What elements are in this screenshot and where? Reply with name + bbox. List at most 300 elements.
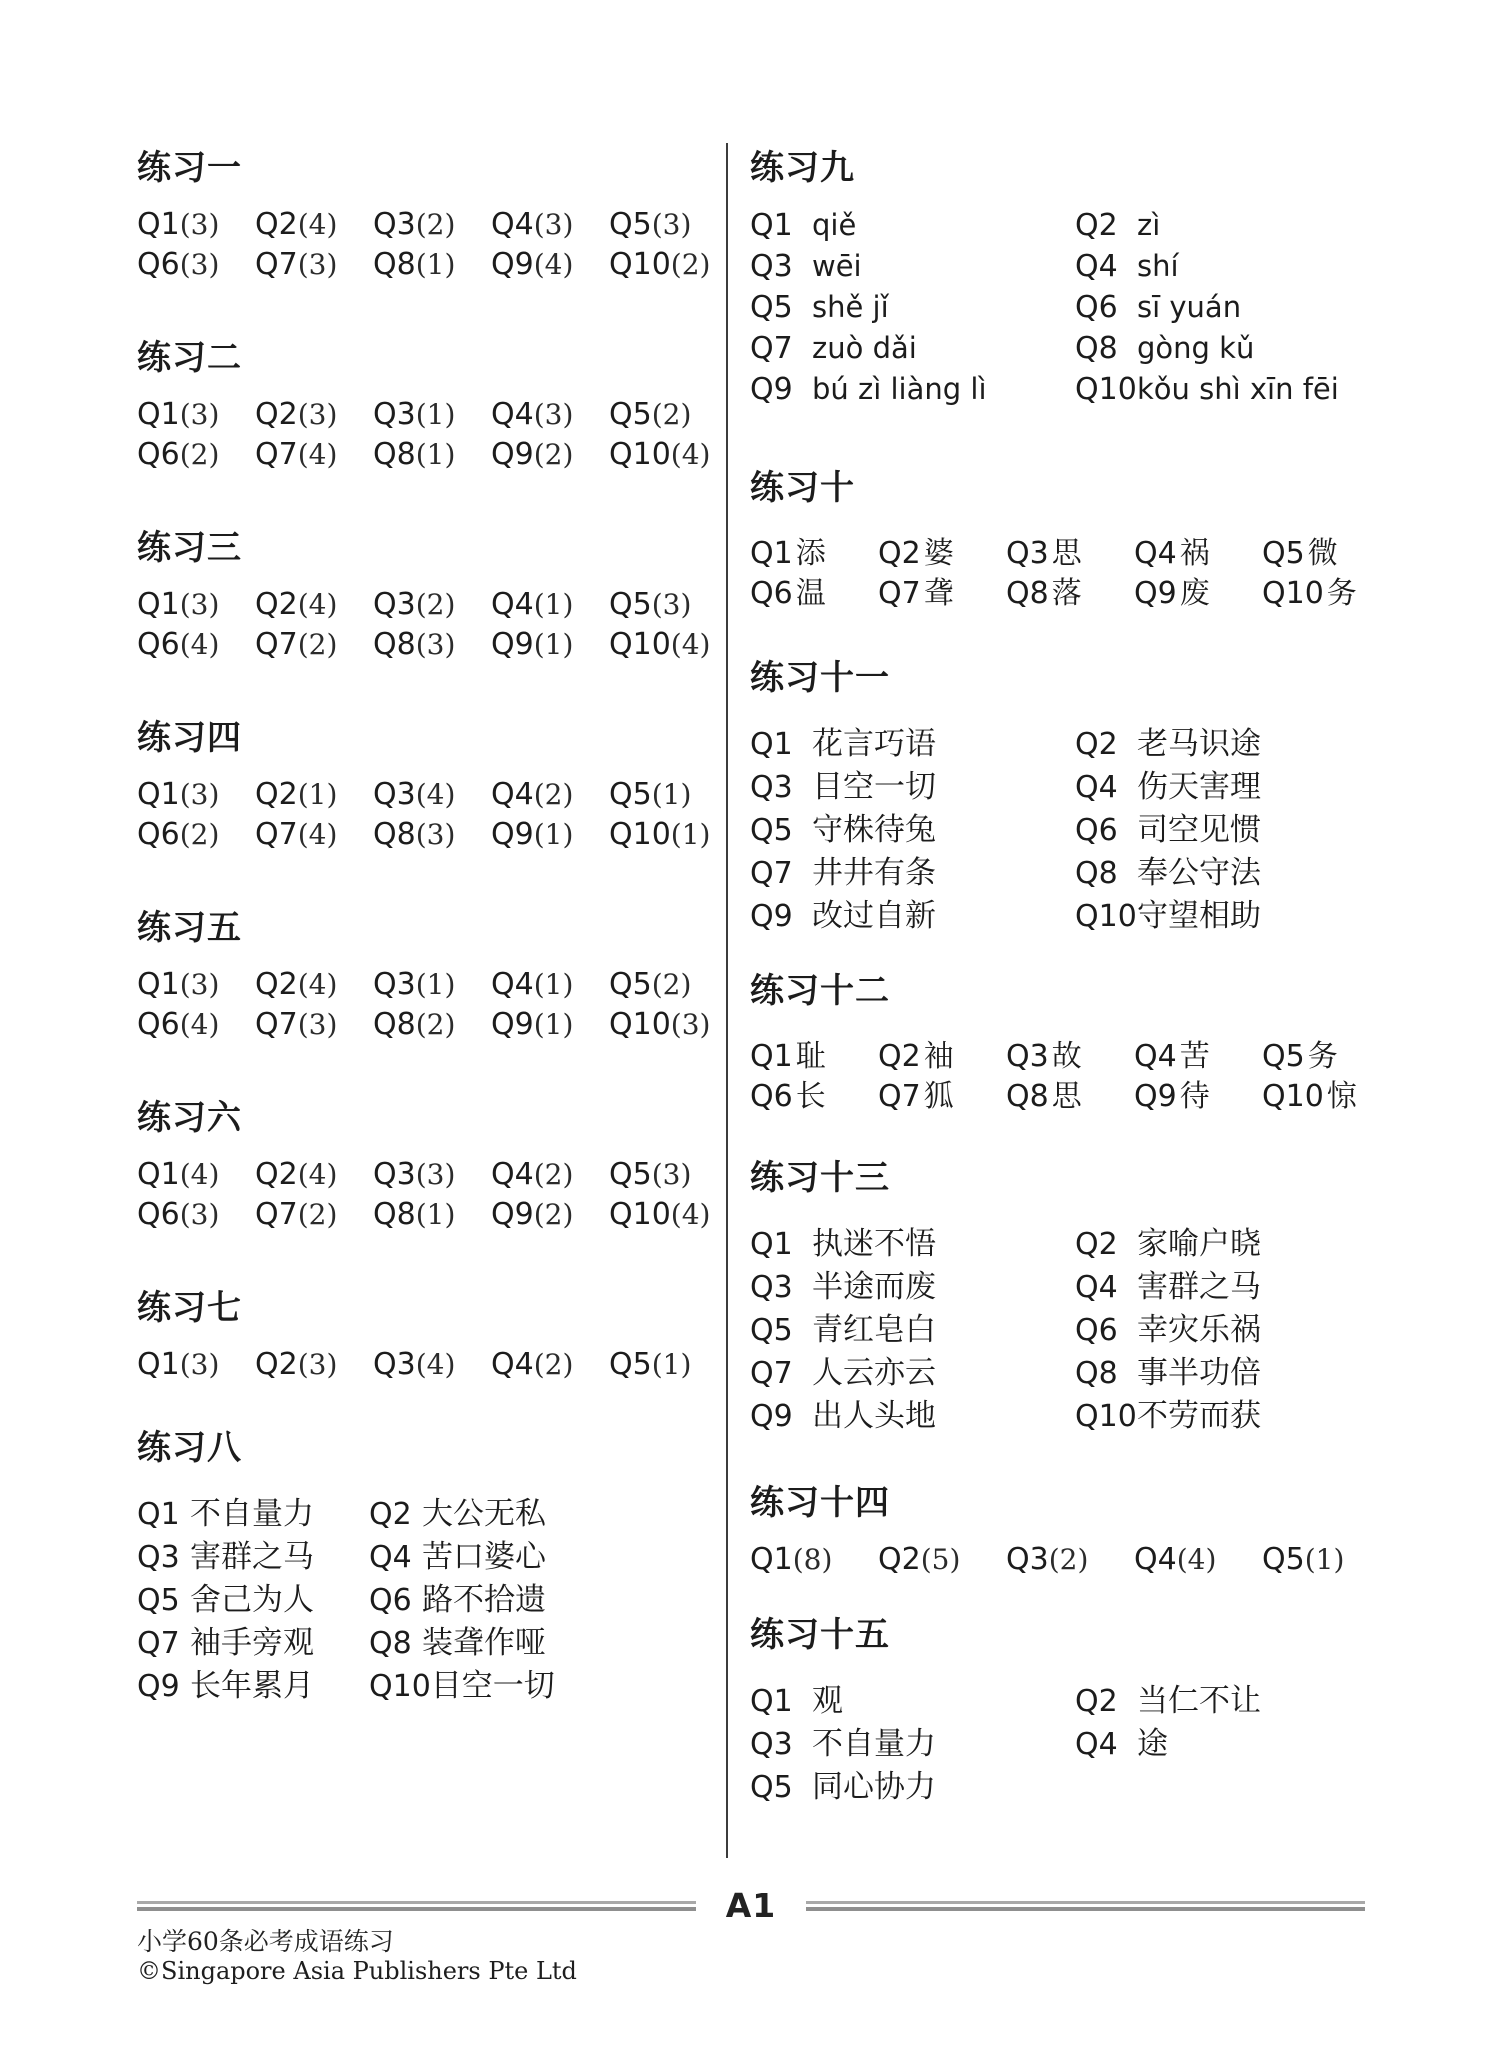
answer-item: [750, 1390, 1075, 1433]
answer-item: [750, 1543, 878, 1583]
answer-item: [1075, 331, 1400, 372]
answer-value: (4): [179, 628, 220, 661]
answer-item: [373, 1158, 491, 1198]
answer-item: [1075, 890, 1400, 933]
right-column: [750, 148, 1395, 1860]
answer-value: 添: [795, 536, 826, 571]
answer-value: (4): [670, 438, 711, 471]
answer-item: [750, 1031, 878, 1074]
question-label: Q8: [373, 1197, 416, 1232]
answer-value: 思: [1051, 536, 1082, 571]
answer-item: [1262, 1031, 1390, 1074]
question-label: Q1: [137, 587, 180, 622]
answer-item: [373, 1348, 491, 1388]
answer-value: 舍己为人: [190, 1582, 314, 1618]
answer-item: [491, 398, 609, 438]
answer-value: (4): [670, 1198, 711, 1231]
answer-value: (3): [179, 588, 220, 621]
answer-value: (3): [415, 818, 456, 851]
answer-item: [137, 818, 255, 858]
answer-item: [369, 1574, 601, 1617]
answer-value: (3): [297, 248, 338, 281]
question-label: Q7: [750, 331, 793, 366]
answer-item: [1075, 1390, 1400, 1433]
answer-value: 害群之马: [1137, 1269, 1261, 1305]
answer-item: [369, 1660, 601, 1703]
answer-value: (4): [179, 1158, 220, 1191]
answer-item: [750, 761, 1075, 804]
exercise-title: 练习七: [137, 1288, 242, 1328]
exercise-section: [750, 1483, 1395, 1583]
answer-list: [137, 1158, 725, 1238]
answer-value: (1): [533, 628, 574, 661]
exercise-title: 练习十四: [750, 1483, 890, 1523]
question-label: Q5: [750, 1313, 793, 1348]
question-label: Q1: [137, 207, 180, 242]
question-label: Q1: [750, 1684, 793, 1719]
answer-value: (3): [297, 398, 338, 431]
exercise-title: 练习五: [137, 908, 242, 948]
answer-value: 长年累月: [190, 1668, 314, 1704]
answer-value: 半途而废: [812, 1269, 936, 1305]
answer-value: 长: [795, 1079, 826, 1114]
question-label: Q8: [373, 437, 416, 472]
answer-value: 祸: [1179, 536, 1210, 571]
question-label: Q1: [750, 1542, 793, 1577]
answer-value: (4): [297, 588, 338, 621]
answer-item: [1075, 249, 1400, 290]
answer-value: (1): [415, 398, 456, 431]
question-label: Q1: [137, 1347, 180, 1382]
answer-item: [609, 438, 727, 478]
exercise-title: 练习二: [137, 338, 242, 378]
answer-value: (1): [533, 1008, 574, 1041]
question-label: Q3: [750, 770, 793, 805]
question-label: Q7: [255, 627, 298, 662]
question-label: Q9: [750, 372, 793, 407]
answer-item: [137, 1574, 369, 1617]
answer-value: 大公无私: [422, 1496, 546, 1532]
answer-value: (3): [670, 1008, 711, 1041]
exercise-section: [137, 148, 725, 288]
answer-item: [609, 1008, 727, 1048]
answer-item: [491, 208, 609, 248]
answer-value: 守株待兔: [812, 812, 936, 848]
question-label: Q5: [750, 290, 793, 325]
answer-list: [750, 1218, 1395, 1433]
answer-value: 家喻户晓: [1137, 1226, 1261, 1262]
answer-list: [137, 968, 725, 1048]
answer-item: [255, 1348, 373, 1388]
question-label: Q8: [373, 247, 416, 282]
answer-item: [137, 588, 255, 628]
answer-value: (4): [415, 778, 456, 811]
answer-item: [137, 1531, 369, 1574]
answer-item: [491, 1198, 609, 1238]
answer-value: 装聋作哑: [422, 1625, 546, 1661]
answer-value: (2): [533, 438, 574, 471]
answer-value: 苦: [1179, 1039, 1210, 1074]
question-label: Q7: [750, 1356, 793, 1391]
answer-item: [1075, 208, 1400, 249]
question-label: Q6: [137, 1197, 180, 1232]
question-label: Q9: [491, 1197, 534, 1232]
question-label: Q6: [750, 576, 793, 611]
answer-value: (2): [297, 1198, 338, 1231]
question-label: Q5: [609, 1157, 652, 1192]
answer-item: [255, 1158, 373, 1198]
answer-value: 袖手旁观: [190, 1625, 314, 1661]
question-label: Q2: [255, 587, 298, 622]
answer-item: [491, 1008, 609, 1048]
answer-value: (2): [651, 968, 692, 1001]
answer-value: 微: [1307, 536, 1338, 571]
answer-item: [750, 1347, 1075, 1390]
question-label: Q2: [255, 207, 298, 242]
answer-item: [255, 1008, 373, 1048]
answer-value: (2): [651, 398, 692, 431]
question-label: Q3: [750, 1727, 793, 1762]
answer-item: [137, 438, 255, 478]
answer-value: (4): [533, 248, 574, 281]
answer-item: [878, 1543, 1006, 1583]
answer-value: 务: [1326, 576, 1357, 611]
answer-value: (3): [651, 588, 692, 621]
answer-item: [1075, 804, 1400, 847]
question-label: Q9: [491, 627, 534, 662]
answer-value: (3): [179, 398, 220, 431]
answer-value: (4): [297, 208, 338, 241]
answer-value: (1): [533, 968, 574, 1001]
answer-item: [609, 968, 727, 1008]
answer-value: 婆: [923, 536, 954, 571]
answer-value: (3): [297, 1348, 338, 1381]
answer-item: [1134, 1071, 1262, 1114]
question-label: Q7: [255, 437, 298, 472]
answer-value: 出人头地: [812, 1398, 936, 1434]
question-label: Q4: [1134, 1039, 1177, 1074]
question-label: Q3: [373, 967, 416, 1002]
answer-item: [750, 890, 1075, 933]
answer-value: shí: [1137, 249, 1179, 283]
question-label: Q3: [137, 1540, 180, 1575]
page-content: [137, 148, 1395, 1860]
question-label: Q2: [878, 1039, 921, 1074]
question-label: Q10: [609, 817, 671, 852]
question-label: Q3: [373, 1157, 416, 1192]
answer-item: [609, 628, 727, 668]
answer-value: (3): [651, 208, 692, 241]
answer-value: (3): [179, 1348, 220, 1381]
answer-item: [750, 1675, 1075, 1718]
answer-value: (1): [651, 778, 692, 811]
answer-item: [491, 248, 609, 288]
answer-item: [1075, 1347, 1400, 1390]
answer-value: 老马识途: [1137, 726, 1261, 762]
question-label: Q3: [373, 777, 416, 812]
answer-item: [750, 1304, 1075, 1347]
page-number-rule-right: [806, 1901, 1365, 1911]
question-label: Q5: [609, 207, 652, 242]
answer-value: (4): [179, 1008, 220, 1041]
answer-item: [609, 398, 727, 438]
question-label: Q5: [609, 967, 652, 1002]
answer-list: [750, 718, 1395, 933]
answer-item: [609, 778, 727, 818]
answer-value: (1): [415, 968, 456, 1001]
question-label: Q7: [255, 1197, 298, 1232]
answer-value: (2): [415, 588, 456, 621]
answer-item: [255, 248, 373, 288]
question-label: Q5: [609, 397, 652, 432]
answer-item: [255, 1198, 373, 1238]
question-label: Q4: [491, 1347, 534, 1382]
answer-item: [750, 331, 1075, 372]
answer-item: [491, 778, 609, 818]
question-label: Q9: [491, 437, 534, 472]
answer-list: [137, 208, 725, 288]
answer-item: [255, 588, 373, 628]
answer-list: [137, 398, 725, 478]
answer-item: [373, 628, 491, 668]
answer-value: 井井有条: [812, 855, 936, 891]
answer-value: (3): [415, 1158, 456, 1191]
question-label: Q10: [609, 247, 671, 282]
answer-item: [369, 1531, 601, 1574]
answer-item: [1134, 1543, 1262, 1583]
answer-item: [491, 1348, 609, 1388]
left-column: [137, 148, 725, 1753]
answer-item: [609, 208, 727, 248]
question-label: Q5: [609, 777, 652, 812]
question-label: Q3: [373, 1347, 416, 1382]
answer-item: [137, 1488, 369, 1531]
answer-value: 苦口婆心: [422, 1539, 546, 1575]
exercise-title: 练习一: [137, 148, 242, 188]
question-label: Q10: [1075, 1399, 1137, 1434]
answer-value: (5): [920, 1543, 961, 1576]
answer-value: qiě: [812, 208, 857, 242]
answer-item: [491, 588, 609, 628]
exercise-title: 练习十一: [750, 658, 890, 698]
answer-value: 落: [1051, 576, 1082, 611]
question-label: Q8: [373, 1007, 416, 1042]
answer-item: [609, 1158, 727, 1198]
answer-value: 废: [1179, 576, 1210, 611]
question-label: Q4: [491, 397, 534, 432]
exercise-section: [137, 1098, 725, 1238]
question-label: Q10: [1262, 576, 1324, 611]
question-label: Q8: [1075, 1356, 1118, 1391]
answer-item: [491, 628, 609, 668]
question-label: Q7: [750, 856, 793, 891]
question-label: Q8: [369, 1626, 412, 1661]
question-label: Q1: [750, 536, 793, 571]
question-label: Q4: [1075, 1727, 1118, 1762]
answer-value: (4): [415, 1348, 456, 1381]
question-label: Q1: [750, 208, 793, 243]
question-label: Q6: [750, 1079, 793, 1114]
page-number-rule-left: [137, 1901, 696, 1911]
answer-value: 花言巧语: [812, 726, 936, 762]
question-label: Q7: [255, 817, 298, 852]
answer-value: 人云亦云: [812, 1355, 936, 1391]
answer-item: [878, 528, 1006, 571]
answer-item: [255, 818, 373, 858]
question-label: Q6: [1075, 290, 1118, 325]
question-label: Q8: [373, 627, 416, 662]
question-label: Q2: [255, 1157, 298, 1192]
answer-item: [1006, 1543, 1134, 1583]
answer-item: [137, 1198, 255, 1238]
question-label: Q10: [1075, 372, 1137, 407]
answer-item: [1134, 1031, 1262, 1074]
answer-item: [1075, 1304, 1400, 1347]
answer-item: [1075, 1261, 1400, 1304]
answer-value: 当仁不让: [1137, 1683, 1261, 1719]
question-label: Q2: [255, 777, 298, 812]
question-label: Q7: [255, 1007, 298, 1042]
exercise-section: [750, 148, 1395, 413]
answer-item: [750, 718, 1075, 761]
answer-item: [1262, 568, 1390, 611]
answer-value: (1): [651, 1348, 692, 1381]
question-label: Q5: [609, 1347, 652, 1382]
answer-item: [373, 588, 491, 628]
answer-value: (3): [179, 778, 220, 811]
question-label: Q9: [491, 1007, 534, 1042]
answer-value: (3): [179, 208, 220, 241]
exercise-title: 练习九: [750, 148, 855, 188]
question-label: Q2: [369, 1497, 412, 1532]
answer-value: (1): [415, 1198, 456, 1231]
answer-value: (3): [297, 1008, 338, 1041]
page-number-band: [137, 1886, 1365, 1925]
question-label: Q1: [750, 727, 793, 762]
question-label: Q2: [255, 967, 298, 1002]
question-label: Q4: [491, 207, 534, 242]
answer-item: [750, 1718, 1075, 1761]
answer-list: [750, 208, 1395, 413]
answer-item: [1006, 1071, 1134, 1114]
question-label: Q9: [137, 1669, 180, 1704]
answer-item: [373, 818, 491, 858]
answer-item: [609, 1348, 727, 1388]
answer-item: [491, 438, 609, 478]
answer-value: (2): [179, 438, 220, 471]
answer-item: [137, 778, 255, 818]
question-label: Q9: [1134, 576, 1177, 611]
question-label: Q7: [878, 576, 921, 611]
answer-value: (2): [415, 208, 456, 241]
question-label: Q1: [137, 397, 180, 432]
question-label: Q3: [750, 249, 793, 284]
answer-value: wēi: [812, 249, 862, 283]
exercise-section: [750, 658, 1395, 933]
answer-value: 耻: [795, 1039, 826, 1074]
answer-item: [1075, 290, 1400, 331]
answer-value: 伤天害理: [1137, 769, 1261, 805]
answer-value: 途: [1137, 1726, 1168, 1762]
answer-value: 惊: [1326, 1079, 1357, 1114]
answer-item: [1006, 1031, 1134, 1074]
answer-value: (2): [533, 778, 574, 811]
question-label: Q5: [1262, 1542, 1305, 1577]
answer-value: 守望相助: [1137, 898, 1261, 934]
answer-value: 青红皂白: [812, 1312, 936, 1348]
answer-item: [750, 568, 878, 611]
answer-value: 司空见惯: [1137, 812, 1261, 848]
answer-item: [137, 1617, 369, 1660]
question-label: Q3: [373, 397, 416, 432]
answer-value: 故: [1051, 1039, 1082, 1074]
question-label: Q5: [137, 1583, 180, 1618]
answer-item: [137, 628, 255, 668]
answer-list: [750, 1031, 1395, 1114]
answer-item: [255, 438, 373, 478]
answer-value: gòng kǔ: [1137, 331, 1255, 365]
answer-value: 不自量力: [190, 1496, 314, 1532]
question-label: Q2: [255, 397, 298, 432]
answer-item: [373, 248, 491, 288]
answer-value: (8): [792, 1543, 833, 1576]
answer-item: [1075, 372, 1400, 413]
answer-value: 待: [1179, 1079, 1210, 1114]
answer-value: 务: [1307, 1039, 1338, 1074]
exercise-section: [750, 468, 1395, 611]
answer-value: (4): [297, 1158, 338, 1191]
question-label: Q6: [137, 817, 180, 852]
answer-value: (2): [670, 248, 711, 281]
answer-value: (3): [179, 248, 220, 281]
answer-value: (1): [670, 818, 711, 851]
question-label: Q3: [1006, 1542, 1049, 1577]
question-label: Q3: [750, 1270, 793, 1305]
answer-value: 观: [812, 1683, 843, 1719]
answer-value: (4): [297, 818, 338, 851]
answer-item: [373, 398, 491, 438]
answer-value: (1): [1304, 1543, 1345, 1576]
answer-item: [373, 438, 491, 478]
answer-value: (3): [179, 1198, 220, 1231]
question-label: Q2: [878, 1542, 921, 1577]
question-label: Q5: [609, 587, 652, 622]
question-label: Q10: [609, 1197, 671, 1232]
question-label: Q9: [750, 1399, 793, 1434]
answer-item: [369, 1617, 601, 1660]
exercise-title: 练习八: [137, 1428, 242, 1468]
answer-item: [373, 208, 491, 248]
answer-value: (2): [297, 628, 338, 661]
question-label: Q4: [1075, 1270, 1118, 1305]
question-label: Q9: [1134, 1079, 1177, 1114]
answer-item: [1006, 528, 1134, 571]
answer-item: [255, 968, 373, 1008]
answer-value: 思: [1051, 1079, 1082, 1114]
question-label: Q10: [609, 1007, 671, 1042]
question-label: Q4: [491, 777, 534, 812]
answer-item: [255, 628, 373, 668]
answer-item: [1075, 761, 1400, 804]
answer-value: sī yuán: [1137, 290, 1242, 324]
answer-value: (1): [415, 438, 456, 471]
exercise-section: [137, 1428, 725, 1703]
answer-value: (2): [179, 818, 220, 851]
exercise-title: 练习六: [137, 1098, 242, 1138]
question-label: Q5: [750, 1770, 793, 1805]
answer-item: [1262, 528, 1390, 571]
question-label: Q8: [1075, 856, 1118, 891]
